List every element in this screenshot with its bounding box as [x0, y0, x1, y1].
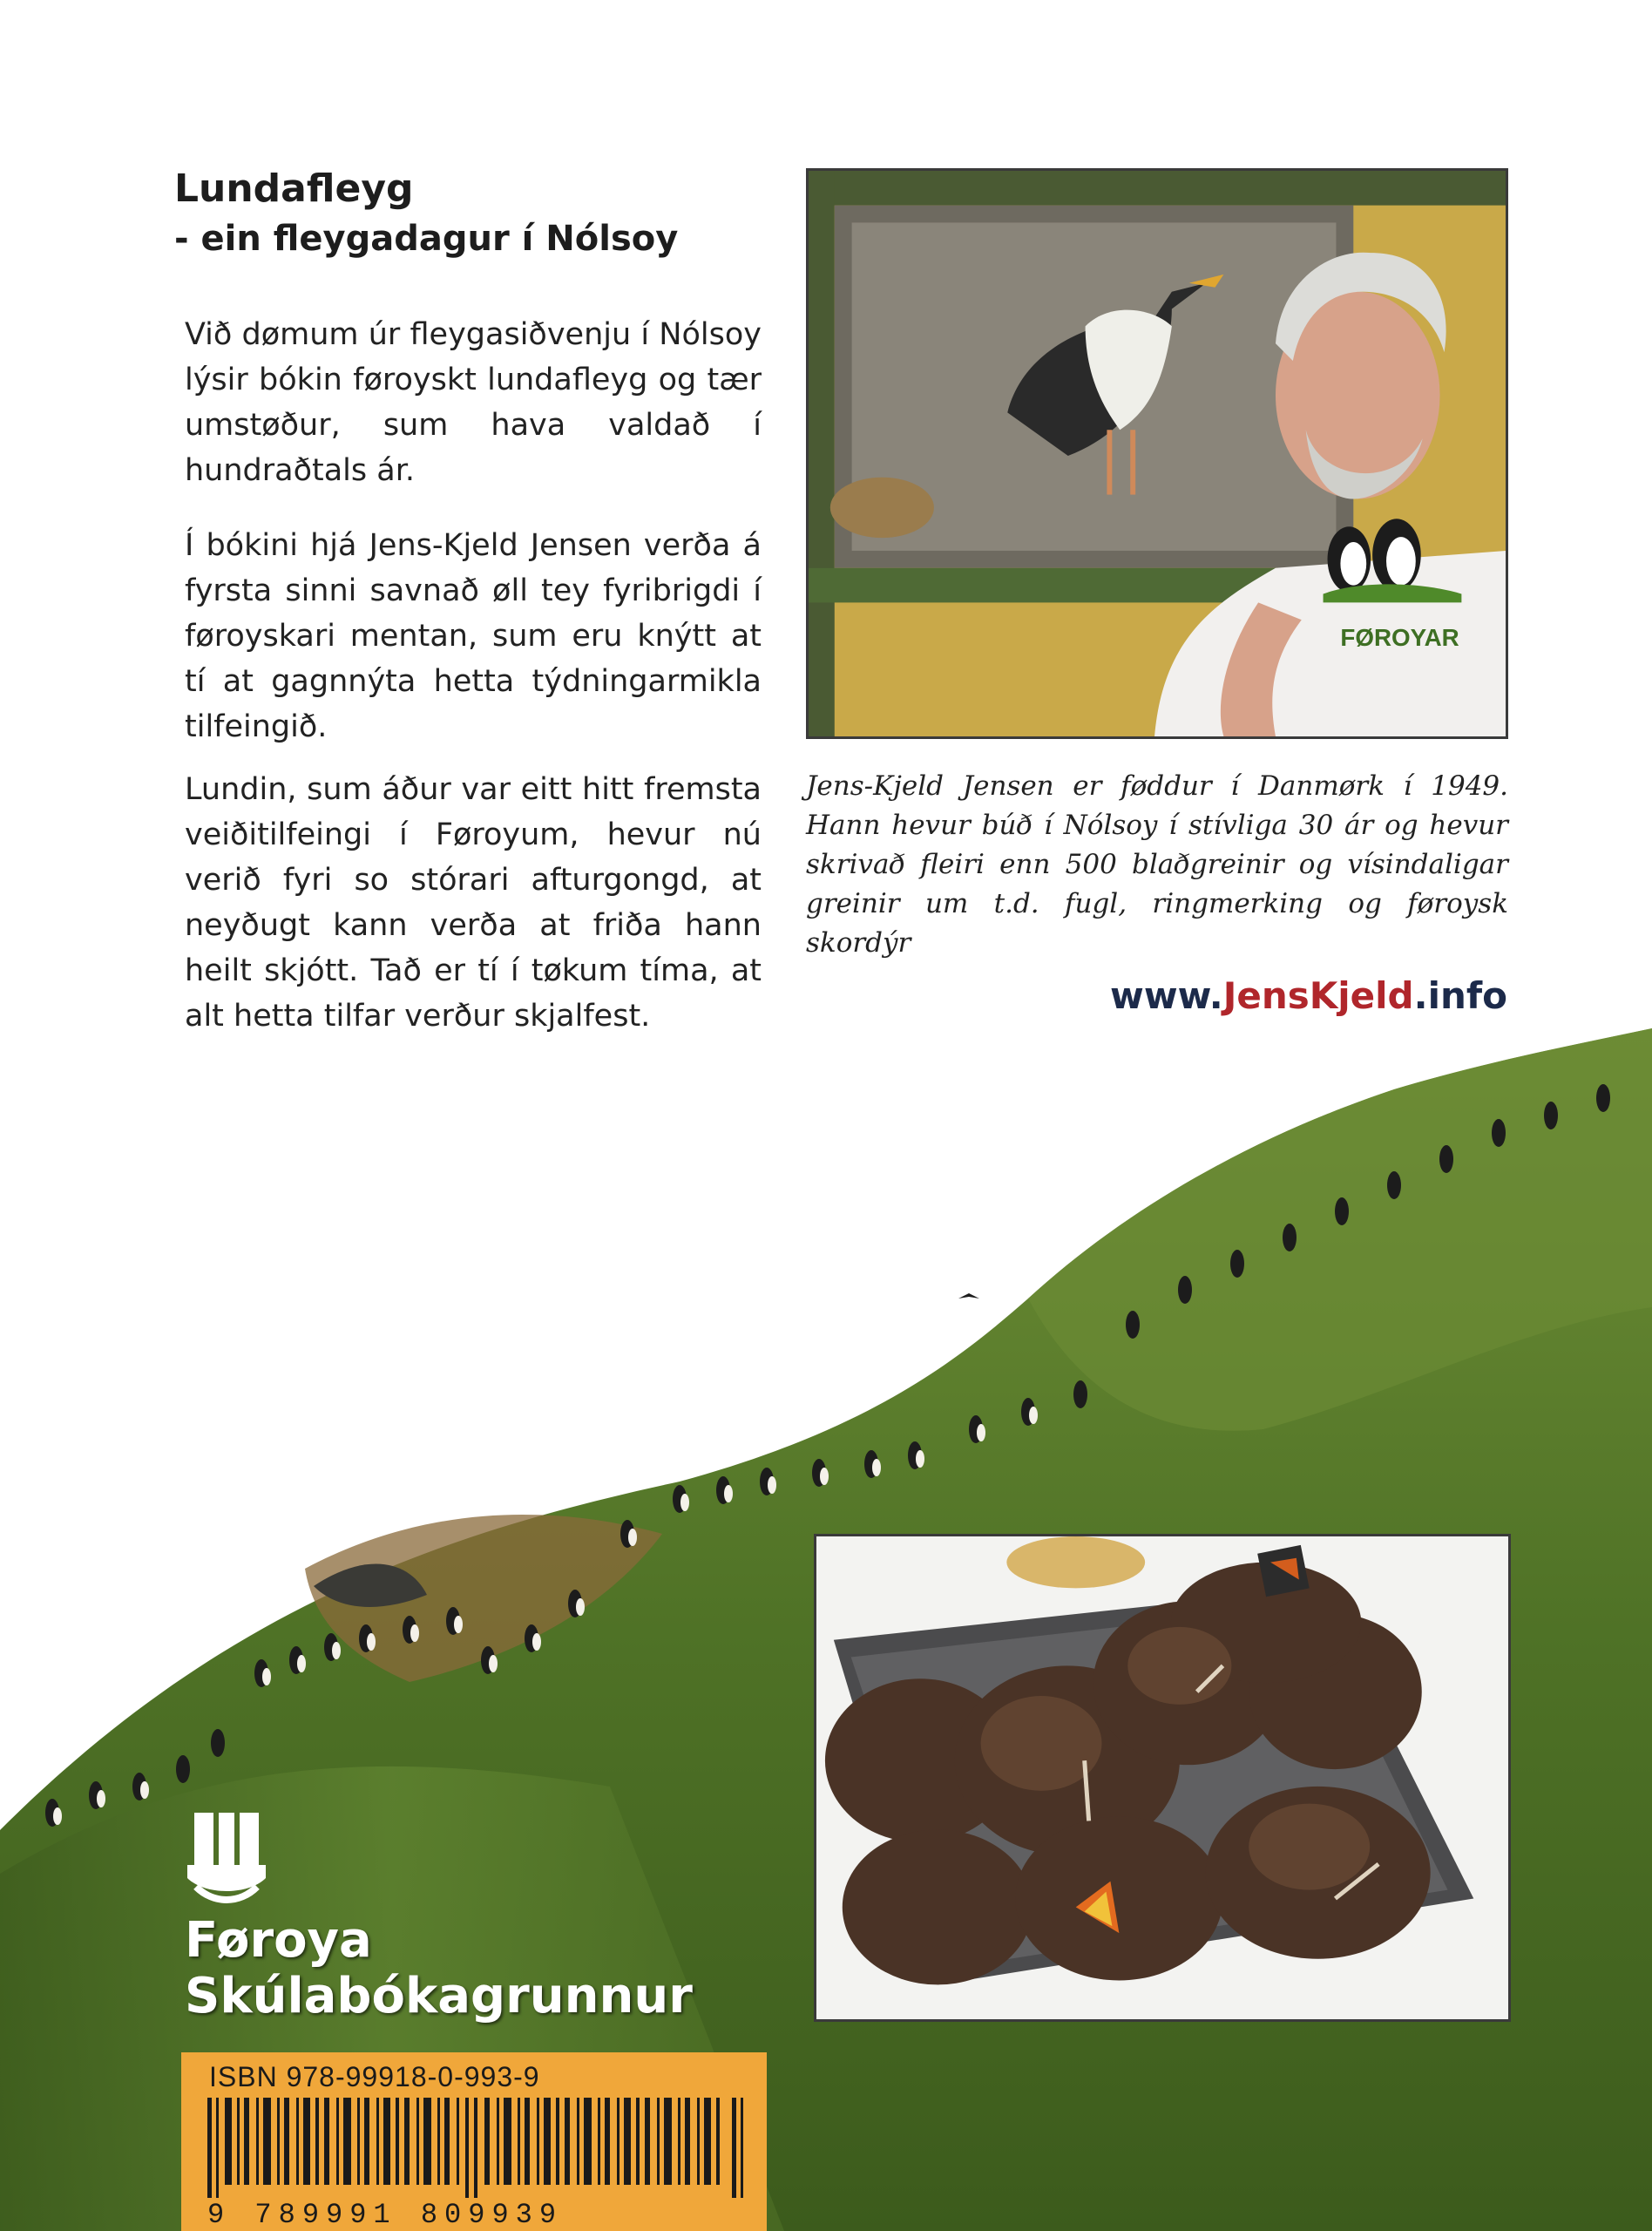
blurb-paragraph-2: Í bókini hjá Jens-Kjeld Jensen verða á fyrsta sinni savnað øll tey fyribrigdi í føroyskari mentan, sum eru knýtt at tí at gagnnýta hetta týdningarmikla tilfeingið.: [185, 528, 762, 744]
cooked-puffins-photo: [814, 1534, 1511, 2022]
author-photo-illustration: [809, 171, 1506, 736]
isbn-label: ISBN 978-99918-0-993-9: [209, 2061, 540, 2092]
publisher-line-2: Skúlabókagrunnur: [185, 1968, 693, 2024]
isbn-barcode: [181, 2052, 767, 2231]
author-website-link[interactable]: [1089, 974, 1507, 1017]
title-block: [174, 164, 784, 263]
publisher-logo-icon: [187, 1813, 266, 1904]
author-photo: [806, 168, 1508, 739]
publisher-line-1: Føroya: [185, 1912, 372, 1969]
blurb-paragraph-1: Við dømum úr fleygasiðvenju í Nólsoy lýsir bókin føroyskt lundafleyg og tær umstøður, sum hava valdað í hundraðtals ár.: [185, 317, 762, 488]
website-name: JensKjeld: [1222, 974, 1414, 1017]
publisher-name: [185, 1913, 693, 2024]
barcode-digits: 9 789991 809939: [207, 2199, 564, 2231]
website-prefix: www.: [1110, 974, 1223, 1017]
tshirt-text: FØROYAR: [1340, 623, 1459, 651]
cooked-puffins-illustration: [816, 1536, 1508, 2019]
book-title: Lundafleyg: [174, 166, 414, 211]
author-caption: Jens-Kjeld Jensen er føddur í Danmørk í 1949. Hann hevur búð í Nólsoy í stívliga 30 ár og hevur skrivað fleiri enn 500 blaðgreinir og vísindaligar greinir um t.d. fugl, ringmerking og føroysk skordýr: [806, 770, 1508, 959]
website-suffix: .info: [1413, 974, 1507, 1017]
barcode-bars: [199, 2098, 756, 2198]
book-subtitle: - ein fleygadagur í Nólsoy: [174, 219, 679, 259]
blurb-paragraph-3: Lundin, sum áður var eitt hitt fremsta veiðitilfeingi í Føroyum, hevur nú verið fyri so stórari afturgongd, at neyðugt kann verða at friða hann heilt skjótt. Tað er tí í tøkum tíma, at alt hetta tilfar verður skjalfest.: [185, 772, 762, 1034]
